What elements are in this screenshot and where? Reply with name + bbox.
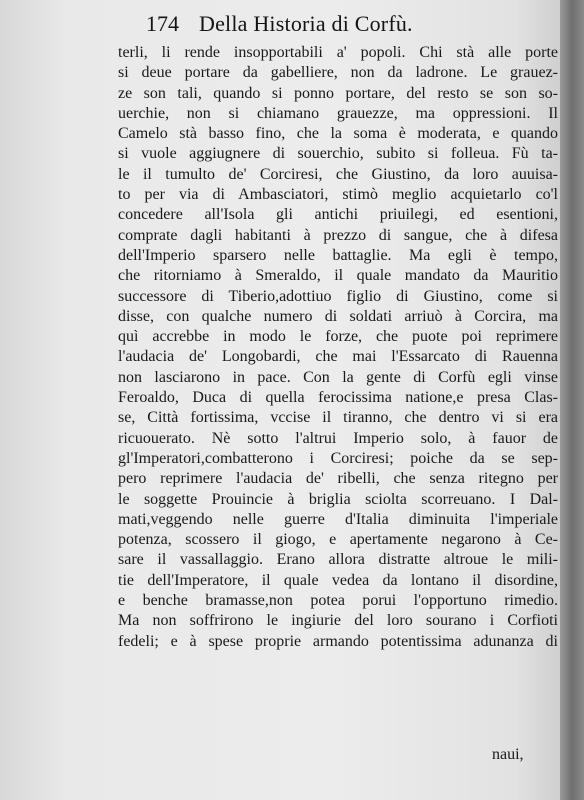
text-line: che ritorniamo à Smeraldo, il quale mandato da Mauritio: [118, 267, 558, 285]
text-line: l'audacia de' Longobardi, che mai l'Essarcato di Rauenna: [118, 348, 558, 366]
text-line: concedere all'Isola gli antichi priuilegi, ed esentioni,: [118, 206, 558, 224]
text-line: fedeli; e à spese proprie armando potentissima adunanza di: [118, 632, 558, 650]
text-line: ze son tali, quando si ponno portare, del resto se son so-: [118, 84, 558, 102]
page-number: 174: [146, 11, 179, 36]
text-line: si vuole aggiugnere di souerchio, subito si folleua. Fù ta-: [118, 145, 558, 163]
text-line: Ma non soffrirono le ingiurie del loro sourano i Corfioti: [118, 612, 558, 630]
text-line: potenza, scossero il giogo, e apertamente negarono à Ce-: [118, 531, 558, 549]
body-text: [118, 43, 558, 652]
text-line: e benche bramasse,non potea porui l'opportuno rimedio.: [118, 592, 558, 610]
text-line: gl'Imperatori,combatterono i Corciresi; poiche da se sep-: [118, 449, 558, 467]
text-line: quì accrebbe in modo le forze, che puote poi reprimere: [118, 328, 558, 346]
book-gutter: [560, 0, 584, 800]
text-line: pero reprimere l'audacia de' ribelli, che senza ritegno per: [118, 470, 558, 488]
text-line: successore di Tiberio,adottiuo figlio di Giustino, come si: [118, 287, 558, 305]
text-line: uerchie, non si chiamano grauezze, ma oppressioni. Il: [118, 104, 558, 122]
text-line: terli, li rende insopportabili a' popoli. Chi stà alle porte: [118, 44, 558, 61]
text-line: le soggette Prouincie à briglia sciolta scorreuano. I Dal-: [118, 490, 558, 508]
running-head: Della Historia di Corfù.: [199, 11, 413, 36]
text-line: le il tumulto de' Corciresi, che Giustino, da loro auuisa-: [118, 165, 558, 183]
text-line: Feroaldo, Duca di quella ferocissima natione,e presa Clas-: [118, 389, 558, 407]
text-line: sare il vassallaggio. Erano allora distratte altroue le mili-: [118, 551, 558, 569]
text-line: dell'Imperio sparsero nelle battaglie. Ma egli è tempo,: [118, 246, 558, 264]
text-line: tie dell'Imperatore, il quale vedea da lontano il disordine,: [118, 571, 558, 589]
text-line: disse, con qualche numero di soldati arriuò à Corcira, ma: [118, 307, 558, 325]
text-line: comprate dagli habitanti à prezzo di sangue, che à difesa: [118, 226, 558, 244]
text-line: se, Città fortissima, vccise il tiranno, che dentro vi si era: [118, 409, 558, 427]
text-line: si deue portare da gabelliere, non da ladrone. Le grauez-: [118, 64, 558, 82]
text-line: ricuouerato. Nè sotto l'altrui Imperio solo, à fauor de: [118, 429, 558, 447]
catchword: naui,: [492, 746, 524, 763]
text-line: to per via di Ambasciatori, stimò meglio acquietarlo co'l: [118, 186, 558, 204]
text-line: mati,veggendo nelle guerre d'Italia diminuita l'imperiale: [118, 510, 558, 528]
text-line: Camelo stà basso fino, che la soma è moderata, e quando: [118, 125, 558, 143]
text-line: non lasciarono in pace. Con la gente di Corfù egli vinse: [118, 368, 558, 386]
